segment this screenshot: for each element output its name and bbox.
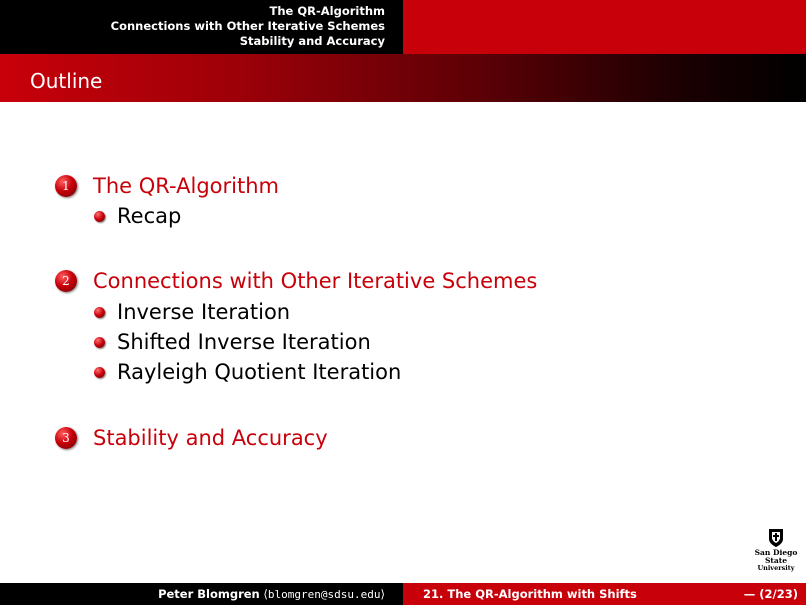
section-number-badge: 3: [55, 427, 77, 449]
logo-text: San Diego State: [754, 548, 798, 565]
header-section-link[interactable]: Stability and Accuracy: [239, 34, 385, 48]
section-title: Stability and Accuracy: [93, 426, 328, 450]
header-section-link[interactable]: The QR-Algorithm: [269, 4, 385, 18]
subsection-title: Rayleigh Quotient Iteration: [117, 360, 402, 384]
header-section-link[interactable]: Connections with Other Iterative Schemes: [110, 19, 385, 33]
frame-title: Outline: [30, 69, 103, 93]
outline-section[interactable]: [55, 269, 537, 293]
section-number-badge: 1: [55, 175, 77, 197]
footer-bar: [0, 583, 806, 605]
email-bracket: ⟨: [263, 587, 268, 601]
talk-title: 21. The QR-Algorithm with Shifts: [423, 587, 637, 601]
footer-title-panel: [403, 583, 806, 605]
author-name: Peter Blomgren: [158, 587, 260, 601]
bullet-icon: [94, 367, 105, 378]
outline-subsection[interactable]: [94, 204, 181, 228]
subsection-title: Recap: [117, 204, 182, 228]
footer-author-panel: [0, 583, 403, 605]
section-title: Connections with Other Iterative Schemes: [93, 269, 538, 293]
outline-section[interactable]: [55, 426, 328, 450]
section-title: The QR-Algorithm: [93, 174, 279, 198]
logo-shield-icon: [767, 528, 785, 548]
bullet-icon: [94, 211, 105, 222]
outline-subsection[interactable]: [94, 300, 290, 324]
author-email[interactable]: blomgren@sdsu.edu: [267, 588, 381, 601]
section-number-badge: 2: [55, 270, 77, 292]
outline-subsection[interactable]: [94, 330, 371, 354]
bullet-icon: [94, 307, 105, 318]
bullet-icon: [94, 337, 105, 348]
page-number: — (2/23): [743, 587, 798, 601]
logo-text: University: [757, 564, 795, 572]
email-bracket: ⟩: [380, 587, 385, 601]
subsection-title: Shifted Inverse Iteration: [117, 330, 371, 354]
outline-subsection[interactable]: [94, 360, 401, 384]
subsection-title: Inverse Iteration: [117, 300, 291, 324]
outline-section[interactable]: [55, 174, 279, 198]
university-logo: [746, 528, 806, 572]
